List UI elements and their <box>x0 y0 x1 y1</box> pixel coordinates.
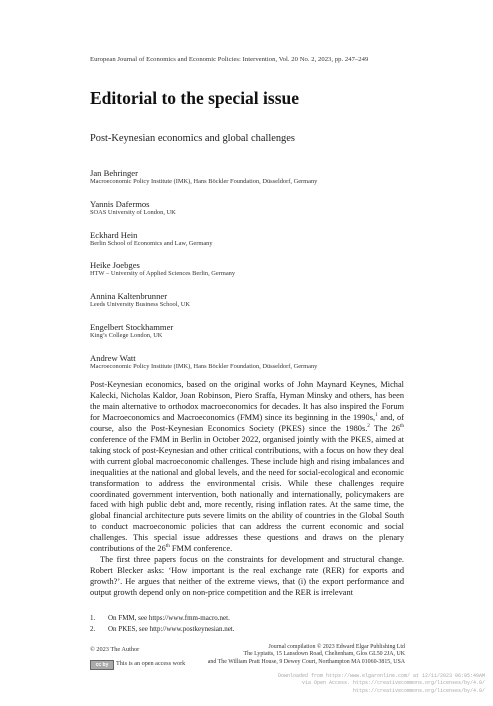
footnote-ref[interactable]: 1 <box>375 412 378 419</box>
author-name: Engelbert Stockhammer <box>90 321 174 332</box>
copyright-notice: © 2023 The Author <box>90 646 140 653</box>
download-line: via Open Access. https://creativecommons.org/licenses/by/4.0/ <box>301 680 485 687</box>
download-line: Downloaded from https://www.elgaronline.com/ at 12/11/2023 06:05:49AM <box>277 673 485 679</box>
body-text <box>90 380 404 599</box>
author-name: Annina Kaltenbrunner <box>90 291 168 302</box>
paragraph-text: The 26 <box>369 423 400 433</box>
paragraph: The first three papers focus on the constraints for development and structural change. Robert Blecker asks: ‘How important is the real exchange rate (RER) for exports and growth?’. He argues that neither of the extreme views, that (i) the export performance and output growth depend only on non-price competition and the RER is irrelevant <box>90 555 404 598</box>
paragraph-text: FMM conference. <box>169 544 233 554</box>
author-affiliation: Leeds University Business School, UK <box>90 301 190 309</box>
paragraph-text: and, of course, also the Post-Keynesian Economics Society (PKES) since the 1980s. <box>90 412 405 433</box>
author-name: Andrew Watt <box>90 352 136 363</box>
author-entry <box>90 353 410 384</box>
publisher-info <box>208 644 405 666</box>
author-affiliation: Berlin School of Economics and Law, Germany <box>90 239 213 247</box>
author-name: Yannis Dafermos <box>90 198 150 209</box>
author-name: Jan Behringer <box>90 168 138 178</box>
author-entry <box>90 260 410 291</box>
cc-license-icon[interactable]: cc by <box>90 660 114 670</box>
footnote <box>90 613 404 624</box>
footnote-number: 2. <box>90 624 96 633</box>
author-list <box>90 168 410 384</box>
author-affiliation: HTW – University of Applied Sciences Berlin, Germany <box>90 270 236 278</box>
footnote-text[interactable]: On PKES, see http://www.postkeynesian.net. <box>108 624 235 633</box>
running-head: European Journal of Economics and Economic Policies: Intervention, Vol. 20 No. 2, 2023, pp. 247–249 <box>90 56 369 63</box>
publisher-line: Journal compilation © 2023 Edward Elgar Publishing Ltd <box>268 644 405 650</box>
download-watermark <box>278 673 485 695</box>
publisher-line: and The William Pratt House, 9 Dewey Court, Northampton MA 01060-3815, USA <box>207 658 405 665</box>
paragraph-text: conference of the FMM in Berlin in October 2022, organised jointly with the PKES, aimed at taking stock of post-Keynesian and other critical contributions, with a focus on how they deal with current global macroeconomic challenges. These include high and rising imbalances and inequalities at the national and global levels, and the need for social-ecological and economic transformation to address the environmental crisis. While these challenges require coordinated government intervention, both nationally and internationally, policymakers are faced with high public debt and, more recently, rising inflation rates. At the same time, the global financial architecture puts severe limits on the ability of countries in the Global South to conduct macroeconomic policies that can address the current economic and social challenges. This special issue addresses these questions and draws on the plenary contributions of the 26 <box>90 434 404 554</box>
author-entry <box>90 199 410 230</box>
footnote-number: 1. <box>90 614 96 622</box>
author-affiliation: Macroeconomic Policy Institute (IMK), Hans Böckler Foundation, Düsseldorf, Germany <box>90 178 318 185</box>
author-affiliation: King’s College London, UK <box>90 331 163 339</box>
publisher-line: The Lypiatts, 15 Lansdown Road, Cheltenham, Glos GL50 2JA, UK <box>243 651 405 658</box>
paragraph-text: Post-Keynesian economics, based on the original works of John Maynard Keynes, Michal Kalecki, Nicholas Kaldor, Joan Robinson, Piero Sraffa, Hyman Minsky and others, has been the main alternative to orthodox macroeconomics for decades. It has also inspired the Forum for Macroeconomics and Macroeconomics (FMM) since its beginning in the 1990s, <box>90 380 404 422</box>
footnote-text[interactable]: On FMM, see https://www.fmm-macro.net. <box>108 614 230 622</box>
footnote <box>90 624 404 635</box>
footnotes <box>90 613 404 634</box>
author-entry <box>90 168 410 199</box>
author-name: Heike Joebges <box>90 260 140 271</box>
download-line: https://creativecommons.org/licenses/by/4.0/ <box>352 687 485 694</box>
article-title: Editorial to the special issue <box>90 88 300 108</box>
ordinal-suffix: th <box>399 423 404 430</box>
open-access-label: This is an open access work <box>116 660 186 667</box>
ordinal-suffix: th <box>165 543 170 550</box>
author-name: Eckhard Hein <box>90 229 138 240</box>
footnote-ref[interactable]: 2 <box>367 423 370 430</box>
article-subtitle: Post-Keynesian economics and global challenges <box>90 133 295 144</box>
author-entry <box>90 230 410 261</box>
paragraph <box>90 380 404 555</box>
author-entry <box>90 322 410 353</box>
author-affiliation: SOAS University of London, UK <box>90 208 176 216</box>
author-entry <box>90 291 410 322</box>
author-affiliation: Macroeconomic Policy Institute (IMK), Hans Böckler Foundation, Düsseldorf, Germany <box>90 362 318 370</box>
